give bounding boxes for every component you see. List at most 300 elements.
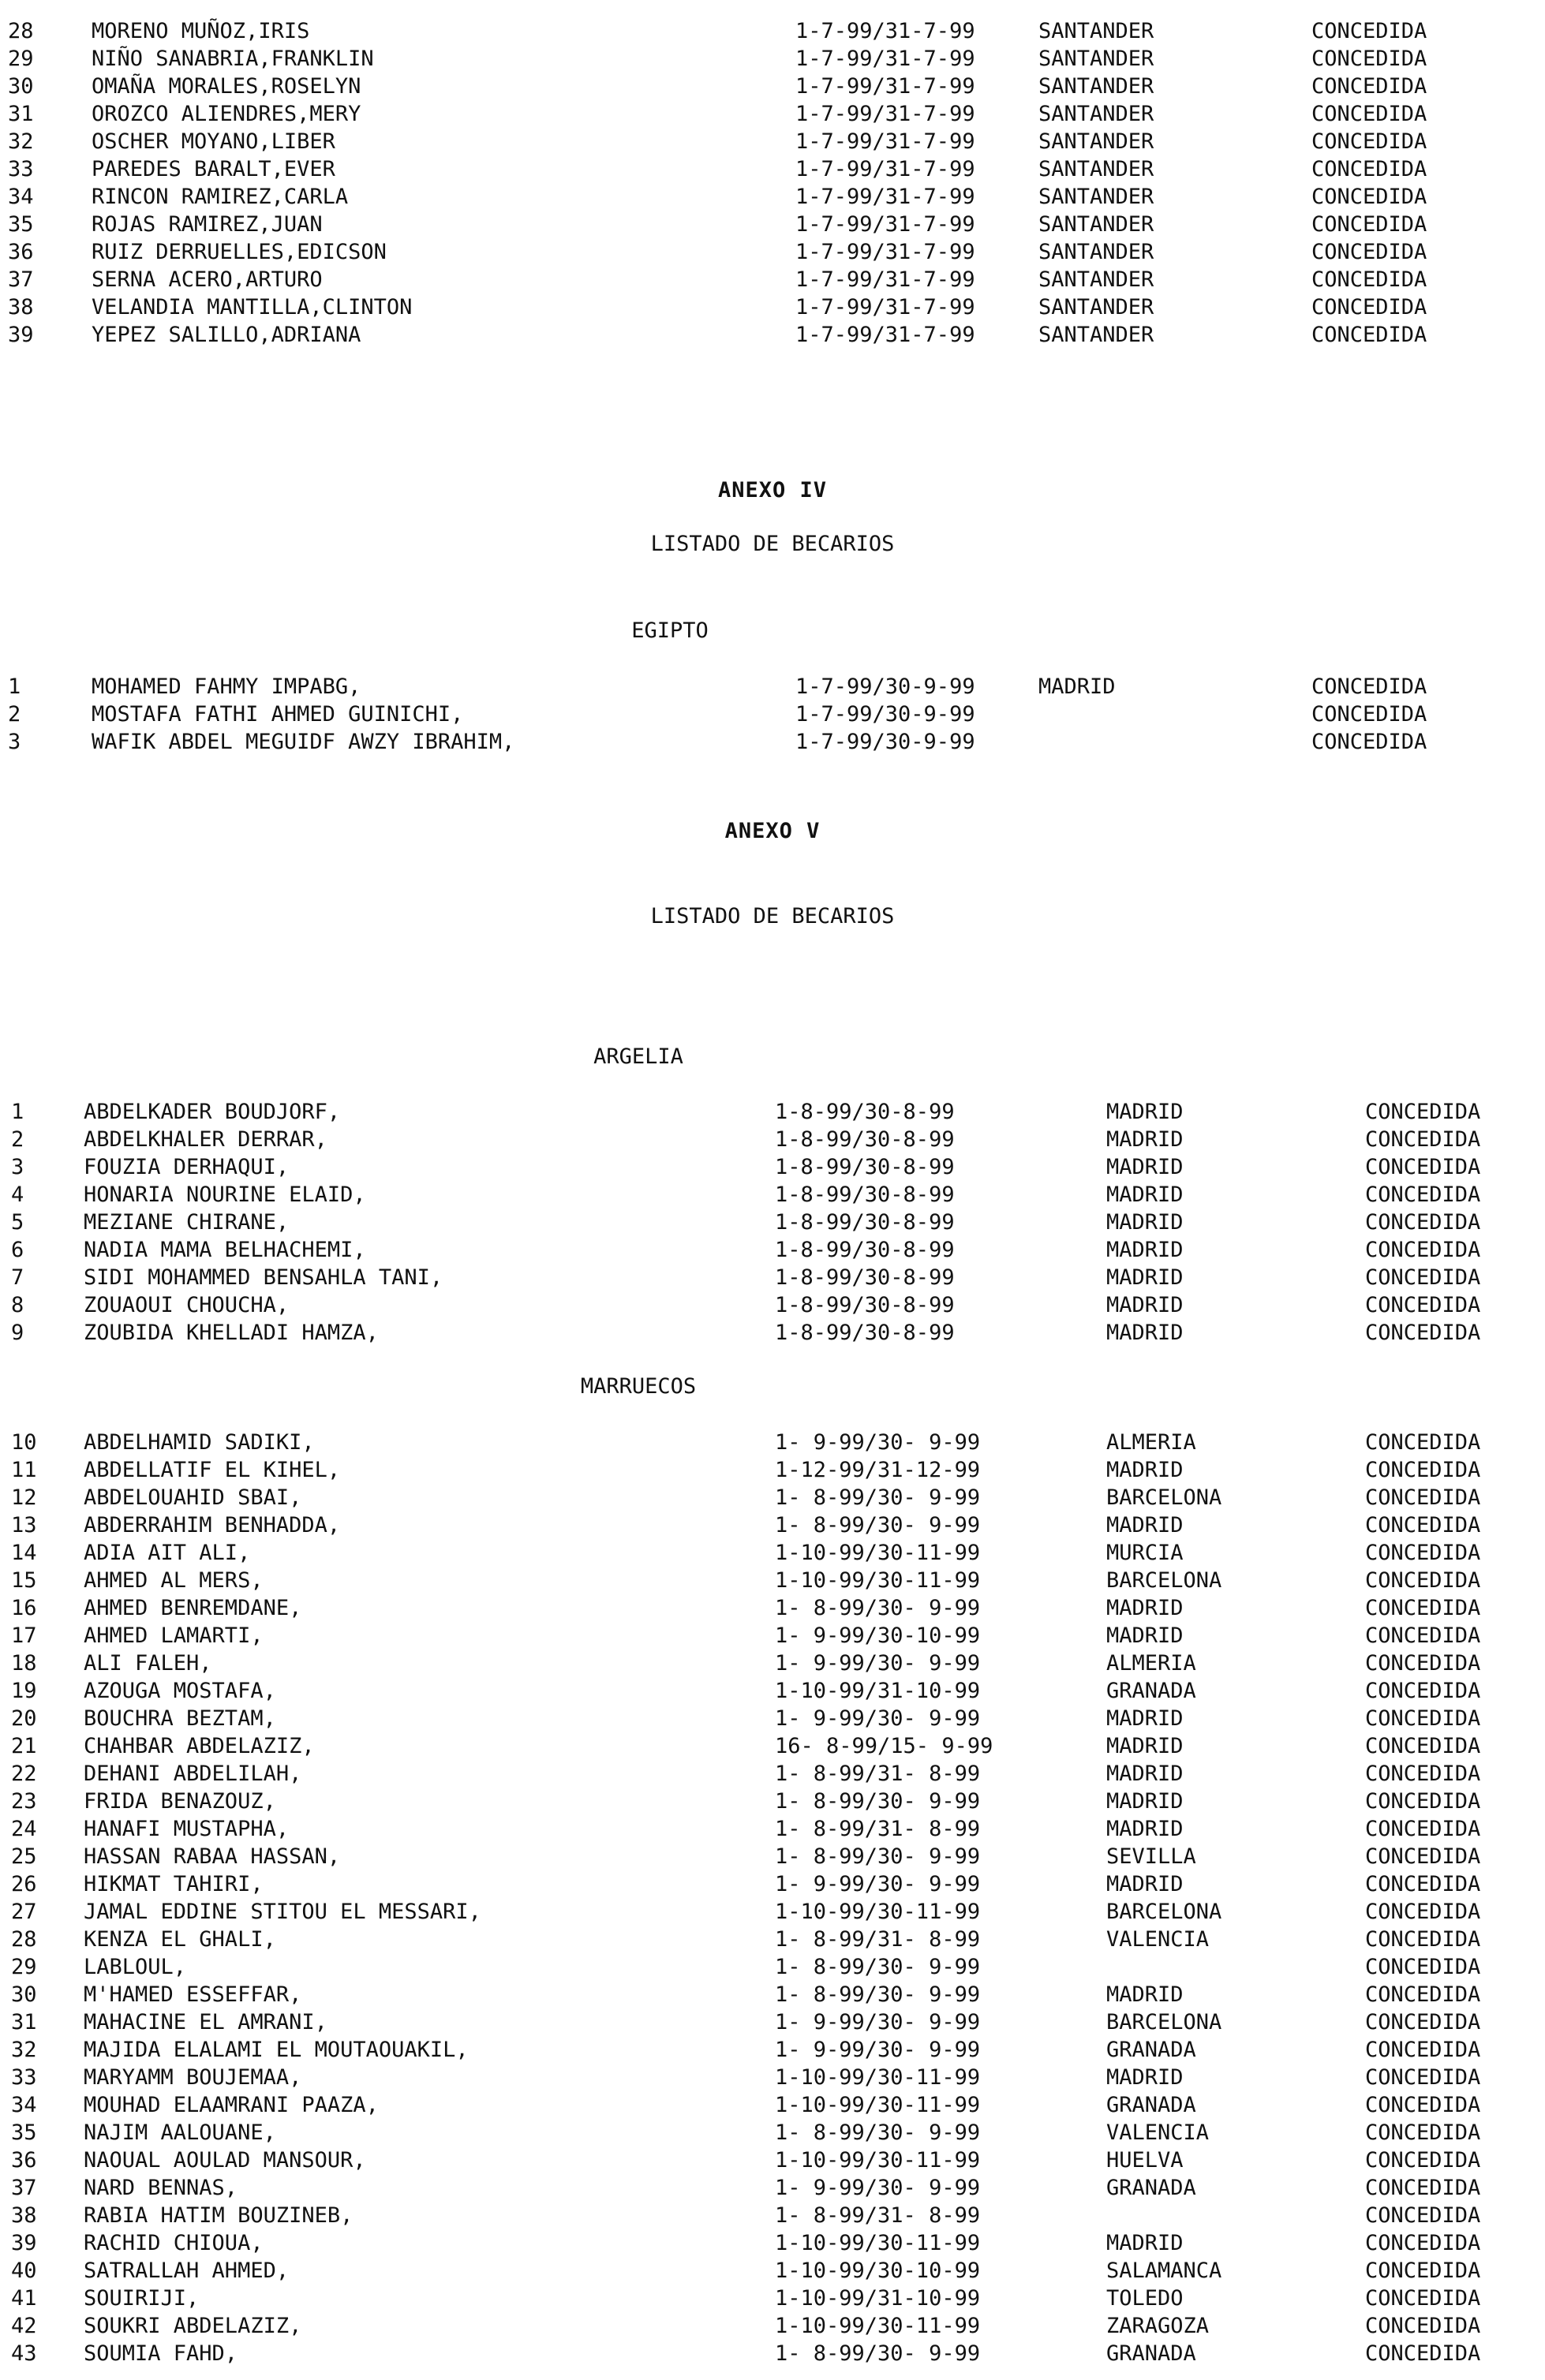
city-name: MADRID [1106,1293,1184,1317]
status-text: CONCEDIDA [1365,1706,1481,1731]
list-item [0,100,1545,128]
city-name: MADRID [1106,1982,1184,2007]
status-text: CONCEDIDA [1365,1844,1481,1869]
city-name: MADRID [1106,1127,1184,1152]
becario-name: ALI FALEH, [84,1651,212,1676]
list-item [0,2008,1545,2036]
status-text: CONCEDIDA [1365,1321,1481,1345]
list-item [0,1677,1545,1705]
period-dates: 1- 8-99/30- 9-99 [775,1955,981,1979]
period-dates: 1- 9-99/30- 9-99 [775,1430,981,1455]
status-text: CONCEDIDA [1365,2148,1481,2173]
becario-name: LABLOUL, [84,1955,187,1979]
status-text: CONCEDIDA [1311,323,1427,347]
becario-name: MOHAMED FAHMY IMPABG, [92,674,361,699]
status-text: CONCEDIDA [1365,1458,1481,1482]
status-text: CONCEDIDA [1365,1238,1481,1262]
becario-name: ABDELKHALER DERRAR, [84,1127,327,1152]
status-text: CONCEDIDA [1311,730,1427,754]
status-text: CONCEDIDA [1365,1596,1481,1620]
period-dates: 1-8-99/30-8-99 [775,1155,955,1179]
row-number: 6 [11,1238,24,1262]
city-name: MADRID [1106,1100,1184,1124]
list-item [0,1511,1545,1539]
list-item [0,17,1545,45]
city-name: SANTANDER [1038,19,1154,43]
period-dates: 1- 8-99/30- 9-99 [775,1982,981,2007]
city-name: MADRID [1106,1210,1184,1235]
list-item [0,1815,1545,1843]
period-dates: 1-10-99/30-11-99 [775,2093,981,2117]
list-item [0,2285,1545,2312]
city-name: MADRID [1106,1155,1184,1179]
becario-name: MARYAMM BOUJEMAA, [84,2065,302,2090]
becario-name: CHAHBAR ABDELAZIZ, [84,1734,315,1758]
becario-name: RINCON RAMIREZ,CARLA [92,185,349,209]
period-dates: 1-7-99/31-7-99 [795,157,975,181]
period-dates: 1-7-99/31-7-99 [795,185,975,209]
period-dates: 1- 8-99/30- 9-99 [775,2341,981,2366]
period-dates: 1-10-99/30-11-99 [775,2065,981,2090]
period-dates: 1-10-99/30-11-99 [775,1900,981,1924]
row-number: 12 [11,1485,37,1510]
becario-name: HONARIA NOURINE ELAID, [84,1183,366,1207]
list-item [0,728,1545,756]
row-number: 3 [11,1155,24,1179]
becario-name: NAJIM AALOUANE, [84,2120,276,2145]
row-number: 29 [11,1955,37,1979]
becario-name: M'HAMED ESSEFFAR, [84,1982,302,2007]
becario-name: ABDELHAMID SADIKI, [84,1430,315,1455]
city-name: SANTANDER [1038,212,1154,237]
city-name: VALENCIA [1106,2120,1210,2145]
row-number: 1 [11,1100,24,1124]
status-text: CONCEDIDA [1365,1927,1481,1952]
list-item [0,1926,1545,1953]
row-number: 3 [8,730,21,754]
status-text: CONCEDIDA [1365,1155,1481,1179]
row-number: 22 [11,1762,37,1786]
anexo-v-subtitle: LISTADO DE BECARIOS [650,904,895,928]
row-number: 21 [11,1734,37,1758]
becario-name: ABDERRAHIM BENHADDA, [84,1513,341,1537]
period-dates: 1-7-99/30-9-99 [795,730,975,754]
status-text: CONCEDIDA [1365,1789,1481,1814]
city-name: MADRID [1106,1706,1184,1731]
becario-name: MAHACINE EL AMRANI, [84,2010,327,2034]
status-text: CONCEDIDA [1365,1982,1481,2007]
city-name: MADRID [1038,674,1116,699]
row-number: 7 [11,1265,24,1290]
period-dates: 1-10-99/30-11-99 [775,2231,981,2255]
city-name: GRANADA [1106,2341,1196,2366]
row-number: 42 [11,2314,37,2338]
row-number: 15 [11,1568,37,1593]
marruecos-list [0,1429,1545,2367]
city-name: SANTANDER [1038,102,1154,126]
list-item [0,321,1545,349]
city-name: MADRID [1106,1183,1184,1207]
period-dates: 1- 9-99/30- 9-99 [775,1706,981,1731]
period-dates: 1-7-99/31-7-99 [795,212,975,237]
becario-name: SOUKRI ABDELAZIZ, [84,2314,302,2338]
period-dates: 1-10-99/30-11-99 [775,2314,981,2338]
period-dates: 1- 9-99/30- 9-99 [775,2038,981,2062]
period-dates: 1- 8-99/30- 9-99 [775,1596,981,1620]
becario-name: RABIA HATIM BOUZINEB, [84,2203,354,2228]
becario-name: ADIA AIT ALI, [84,1541,251,1565]
becario-name: OROZCO ALIENDRES,MERY [92,102,361,126]
row-number: 41 [11,2286,37,2311]
city-name: MADRID [1106,1265,1184,1290]
row-number: 39 [11,2231,37,2255]
row-number: 39 [8,323,34,347]
status-text: CONCEDIDA [1311,129,1427,154]
city-name: SALAMANCA [1106,2259,1222,2283]
city-name: MADRID [1106,1734,1184,1758]
list-item [0,1732,1545,1760]
period-dates: 1-10-99/30-11-99 [775,2148,981,2173]
becario-name: OMAÑA MORALES,ROSELYN [92,74,361,99]
row-number: 32 [11,2038,37,2062]
status-text: CONCEDIDA [1365,2176,1481,2200]
city-name: SANTANDER [1038,157,1154,181]
row-number: 34 [11,2093,37,2117]
becario-name: AHMED LAMARTI, [84,1623,264,1648]
row-number: 16 [11,1596,37,1620]
period-dates: 16- 8-99/15- 9-99 [775,1734,993,1758]
period-dates: 1-7-99/31-7-99 [795,267,975,292]
list-item [0,673,1545,701]
list-item [0,45,1545,73]
city-name: MADRID [1106,1623,1184,1648]
row-number: 35 [11,2120,37,2145]
egipto-heading: EGIPTO [631,618,709,643]
city-name: SANTANDER [1038,47,1154,71]
row-number: 9 [11,1321,24,1345]
becario-name: WAFIK ABDEL MEGUIDF AWZY IBRAHIM, [92,730,515,754]
city-name: SANTANDER [1038,74,1154,99]
row-number: 24 [11,1817,37,1841]
period-dates: 1-8-99/30-8-99 [775,1183,955,1207]
anexo-iv-title: ANEXO IV [717,478,828,503]
period-dates: 1- 8-99/31- 8-99 [775,1927,981,1952]
list-item [0,2146,1545,2174]
city-name: MADRID [1106,1762,1184,1786]
becario-name: PAREDES BARALT,EVER [92,157,335,181]
status-text: CONCEDIDA [1311,47,1427,71]
city-name: MURCIA [1106,1541,1184,1565]
status-text: CONCEDIDA [1365,1872,1481,1896]
anexo-v-title: ANEXO V [724,819,821,843]
period-dates: 1-10-99/30-10-99 [775,2259,981,2283]
row-number: 28 [11,1927,37,1952]
anexo-iv-subtitle: LISTADO DE BECARIOS [650,532,895,556]
becario-name: SOUMIA FAHD, [84,2341,238,2366]
row-number: 31 [11,2010,37,2034]
status-text: CONCEDIDA [1365,1100,1481,1124]
row-number: 38 [11,2203,37,2228]
row-number: 8 [11,1293,24,1317]
status-text: CONCEDIDA [1365,2341,1481,2366]
status-text: CONCEDIDA [1311,267,1427,292]
becario-name: MORENO MUÑOZ,IRIS [92,19,310,43]
period-dates: 1- 8-99/30- 9-99 [775,1789,981,1814]
becario-name: YEPEZ SALILLO,ADRIANA [92,323,361,347]
period-dates: 1-7-99/30-9-99 [795,674,975,699]
status-text: CONCEDIDA [1365,1513,1481,1537]
becario-name: MOUHAD ELAAMRANI PAAZA, [84,2093,379,2117]
row-number: 13 [11,1513,37,1537]
city-name: VALENCIA [1106,1927,1210,1952]
becario-name: SOUIRIJI, [84,2286,200,2311]
status-text: CONCEDIDA [1311,185,1427,209]
list-item [0,1264,1545,1291]
row-number: 35 [8,212,34,237]
becario-name: MOSTAFA FATHI AHMED GUINICHI, [92,702,464,727]
row-number: 33 [11,2065,37,2090]
list-item [0,1319,1545,1347]
period-dates: 1-7-99/31-7-99 [795,295,975,319]
period-dates: 1- 9-99/30- 9-99 [775,2010,981,2034]
becario-name: SERNA ACERO,ARTURO [92,267,323,292]
list-item [0,2174,1545,2202]
status-text: CONCEDIDA [1365,1568,1481,1593]
row-number: 1 [8,674,21,699]
city-name: SANTANDER [1038,129,1154,154]
status-text: CONCEDIDA [1365,1183,1481,1207]
list-item [0,1843,1545,1870]
becario-name: NARD BENNAS, [84,2176,238,2200]
city-name: BARCELONA [1106,1568,1222,1593]
status-text: CONCEDIDA [1311,19,1427,43]
status-text: CONCEDIDA [1365,1541,1481,1565]
becario-name: AZOUGA MOSTAFA, [84,1679,276,1703]
row-number: 4 [11,1183,24,1207]
list-item [0,1291,1545,1319]
becario-name: JAMAL EDDINE STITOU EL MESSARI, [84,1900,481,1924]
status-text: CONCEDIDA [1365,1485,1481,1510]
period-dates: 1- 9-99/30-10-99 [775,1623,981,1648]
list-item [0,238,1545,266]
list-item [0,1788,1545,1815]
egipto-list [0,673,1545,756]
status-text: CONCEDIDA [1311,702,1427,727]
row-number: 17 [11,1623,37,1648]
status-text: CONCEDIDA [1311,295,1427,319]
city-name: MADRID [1106,1321,1184,1345]
period-dates: 1-7-99/30-9-99 [795,702,975,727]
becario-name: ABDELOUAHID SBAI, [84,1485,302,1510]
city-name: BARCELONA [1106,2010,1222,2034]
list-item [0,1153,1545,1181]
list-item [0,1181,1545,1209]
city-name: MADRID [1106,2065,1184,2090]
status-text: CONCEDIDA [1311,212,1427,237]
period-dates: 1- 9-99/30- 9-99 [775,1651,981,1676]
becario-name: HASSAN RABAA HASSAN, [84,1844,341,1869]
status-text: CONCEDIDA [1311,102,1427,126]
list-item [0,2119,1545,2146]
list-item [0,73,1545,100]
row-number: 31 [8,102,34,126]
period-dates: 1-10-99/31-10-99 [775,1679,981,1703]
city-name: MADRID [1106,1872,1184,1896]
list-item [0,293,1545,321]
period-dates: 1-7-99/31-7-99 [795,102,975,126]
period-dates: 1- 8-99/30- 9-99 [775,1485,981,1510]
becario-name: FOUZIA DERHAQUI, [84,1155,290,1179]
city-name: SANTANDER [1038,323,1154,347]
row-number: 29 [8,47,34,71]
list-item [0,1898,1545,1926]
city-name: BARCELONA [1106,1485,1222,1510]
list-item [0,2340,1545,2367]
period-dates: 1- 9-99/30- 9-99 [775,2176,981,2200]
period-dates: 1-8-99/30-8-99 [775,1100,955,1124]
city-name: MADRID [1106,1238,1184,1262]
list-item [0,1098,1545,1126]
city-name: HUELVA [1106,2148,1184,2173]
status-text: CONCEDIDA [1365,1955,1481,1979]
list-item [0,1567,1545,1594]
status-text: CONCEDIDA [1365,1127,1481,1152]
becario-name: SIDI MOHAMMED BENSAHLA TANI, [84,1265,443,1290]
list-item [0,2257,1545,2285]
list-item [0,2202,1545,2229]
period-dates: 1-8-99/30-8-99 [775,1127,955,1152]
becario-name: FRIDA BENAZOUZ, [84,1789,276,1814]
row-number: 10 [11,1430,37,1455]
status-text: CONCEDIDA [1365,2314,1481,2338]
period-dates: 1-7-99/31-7-99 [795,323,975,347]
list-item [0,1650,1545,1677]
city-name: MADRID [1106,2231,1184,2255]
row-number: 40 [11,2259,37,2283]
row-number: 32 [8,129,34,154]
list-item [0,1953,1545,1981]
top-list [0,17,1545,349]
city-name: MADRID [1106,1513,1184,1537]
row-number: 30 [11,1982,37,2007]
list-item [0,1870,1545,1898]
status-text: CONCEDIDA [1365,2093,1481,2117]
list-item [0,1429,1545,1456]
status-text: CONCEDIDA [1365,2286,1481,2311]
list-item [0,1705,1545,1732]
period-dates: 1-8-99/30-8-99 [775,1265,955,1290]
status-text: CONCEDIDA [1365,1265,1481,1290]
row-number: 37 [8,267,34,292]
city-name: TOLEDO [1106,2286,1184,2311]
list-item [0,211,1545,238]
row-number: 19 [11,1679,37,1703]
period-dates: 1-7-99/31-7-99 [795,240,975,264]
row-number: 2 [11,1127,24,1152]
period-dates: 1- 8-99/30- 9-99 [775,2120,981,2145]
list-item [0,701,1545,728]
city-name: GRANADA [1106,2176,1196,2200]
status-text: CONCEDIDA [1365,2259,1481,2283]
row-number: 23 [11,1789,37,1814]
city-name: ALMERIA [1106,1651,1196,1676]
row-number: 43 [11,2341,37,2366]
city-name: SANTANDER [1038,267,1154,292]
city-name: SANTANDER [1038,240,1154,264]
period-dates: 1-8-99/30-8-99 [775,1293,955,1317]
becario-name: ABDELLATIF EL KIHEL, [84,1458,341,1482]
list-item [0,1236,1545,1264]
list-item [0,1760,1545,1788]
period-dates: 1-8-99/30-8-99 [775,1238,955,1262]
status-text: CONCEDIDA [1365,1293,1481,1317]
city-name: MADRID [1106,1817,1184,1841]
becario-name: AHMED BENREMDANE, [84,1596,302,1620]
becario-name: ZOUBIDA KHELLADI HAMZA, [84,1321,379,1345]
status-text: CONCEDIDA [1311,240,1427,264]
list-item [0,1981,1545,2008]
row-number: 36 [11,2148,37,2173]
list-item [0,128,1545,155]
status-text: CONCEDIDA [1365,2065,1481,2090]
city-name: ZARAGOZA [1106,2314,1210,2338]
becario-name: KENZA EL GHALI, [84,1927,276,1952]
list-item [0,2091,1545,2119]
becario-name: HIKMAT TAHIRI, [84,1872,264,1896]
row-number: 34 [8,185,34,209]
marruecos-heading: MARRUECOS [580,1374,697,1399]
status-text: CONCEDIDA [1311,674,1427,699]
row-number: 26 [11,1872,37,1896]
period-dates: 1-7-99/31-7-99 [795,129,975,154]
row-number: 11 [11,1458,37,1482]
period-dates: 1-8-99/30-8-99 [775,1321,955,1345]
period-dates: 1-7-99/31-7-99 [795,74,975,99]
status-text: CONCEDIDA [1365,2231,1481,2255]
becario-name: MAJIDA ELALAMI EL MOUTAOUAKIL, [84,2038,469,2062]
row-number: 5 [11,1210,24,1235]
period-dates: 1- 8-99/31- 8-99 [775,2203,981,2228]
becario-name: NIÑO SANABRIA,FRANKLIN [92,47,374,71]
list-item [0,2312,1545,2340]
period-dates: 1- 8-99/31- 8-99 [775,1762,981,1786]
list-item [0,1456,1545,1484]
row-number: 25 [11,1844,37,1869]
becario-name: RACHID CHIOUA, [84,2231,264,2255]
status-text: CONCEDIDA [1365,2010,1481,2034]
argelia-list [0,1098,1545,1347]
becario-name: ZOUAOUI CHOUCHA, [84,1293,290,1317]
city-name: GRANADA [1106,2093,1196,2117]
list-item [0,2036,1545,2064]
period-dates: 1-10-99/30-11-99 [775,1568,981,1593]
row-number: 37 [11,2176,37,2200]
list-item [0,266,1545,293]
period-dates: 1-10-99/30-11-99 [775,1541,981,1565]
status-text: CONCEDIDA [1365,1762,1481,1786]
list-item [0,155,1545,183]
argelia-heading: ARGELIA [593,1044,683,1069]
becario-name: OSCHER MOYANO,LIBER [92,129,335,154]
status-text: CONCEDIDA [1365,1679,1481,1703]
becario-name: VELANDIA MANTILLA,CLINTON [92,295,413,319]
period-dates: 1- 9-99/30- 9-99 [775,1872,981,1896]
row-number: 14 [11,1541,37,1565]
list-item [0,1209,1545,1236]
list-item [0,183,1545,211]
period-dates: 1-7-99/31-7-99 [795,47,975,71]
row-number: 20 [11,1706,37,1731]
